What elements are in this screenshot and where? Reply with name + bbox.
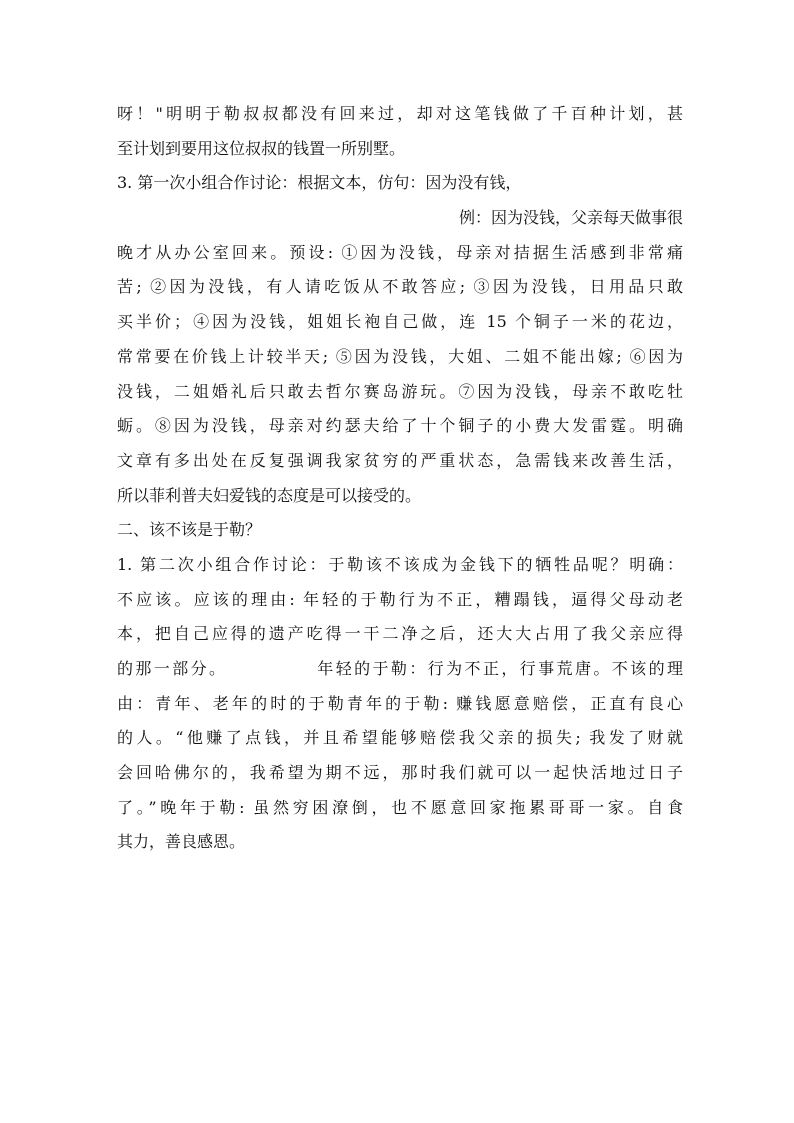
text-line: 的人。“他赚了点钱，并且希望能够赔偿我父亲的损失; 我发了财就: [117, 728, 683, 748]
text-line: 常常要在价钱上计较半天; ⑤因为没钱，大姐、二姐不能出嫁; ⑥因为: [117, 346, 683, 366]
text-line: 呀！"明明于勒叔叔都没有回来过，却对这笔钱做了千百种计划，甚: [117, 104, 683, 123]
text-line: 3. 第一次小组合作讨论：根据文本，仿句：因为没有钱，: [117, 173, 522, 193]
text-line: 晚才从办公室回来。预设: ①因为没钱，母亲对拮据生活感到非常痛: [117, 242, 683, 262]
text-line: 蛎。⑧因为没钱，母亲对约瑟夫给了十个铜子的小费大发雷霆。明确: [117, 416, 683, 436]
text-line: 所以菲利普夫妇爱钱的态度是可以接受的。: [117, 485, 422, 505]
text-line: 本，把自己应得的遗产吃得一干二净之后，还大大占用了我父亲应得: [117, 624, 683, 644]
text-line: 1. 第二次小组合作讨论：于勒该不该成为金钱下的牺牲品呢？明确：: [117, 554, 683, 574]
text-line: 不应该。应该的理由: 年轻的于勒行为不正，糟蹋钱，逼得父母动老: [117, 589, 683, 609]
text-line: 由：青年、老年的时的于勒青年的于勒: 赚钱愿意赔偿，正直有良心: [117, 693, 683, 713]
text-line: 苦; ②因为没钱，有人请吃饭从不敢答应; ③因为没钱，日用品只敢: [117, 277, 683, 297]
text-line: 买半价；④因为没钱，姐姐长袍自己做，连 15 个铜子一米的花边，: [117, 312, 683, 332]
text-line: 文章有多出处在反复强调我家贫穷的严重状态，急需钱来改善生活，: [117, 450, 683, 470]
text-line: 没钱，二姐婚礼后只敢去哲尔赛岛游玩。⑦因为没钱，母亲不敢吃牡: [117, 381, 683, 401]
section-heading: 二、该不该是于勒？: [117, 520, 262, 540]
text-line: 了。”晚年于勒: 虽然穷困潦倒，也不愿意回家拖累哥哥一家。自食: [117, 797, 683, 817]
text-line: 的那一部分。 年轻的于勒：行为不正，行事荒唐。不该的理: [117, 659, 683, 678]
text-line: 至计划到要用这位叔叔的钱置一所别墅。: [117, 138, 406, 158]
text-line: 例：因为没钱，父亲每天做事很: [458, 208, 683, 228]
document-body: [117, 97, 683, 860]
text-line: 会回哈佛尔的，我希望为期不远，那时我们就可以一起快活地过日子: [117, 763, 683, 783]
text-line: 其力，善良感恩。: [117, 832, 246, 852]
